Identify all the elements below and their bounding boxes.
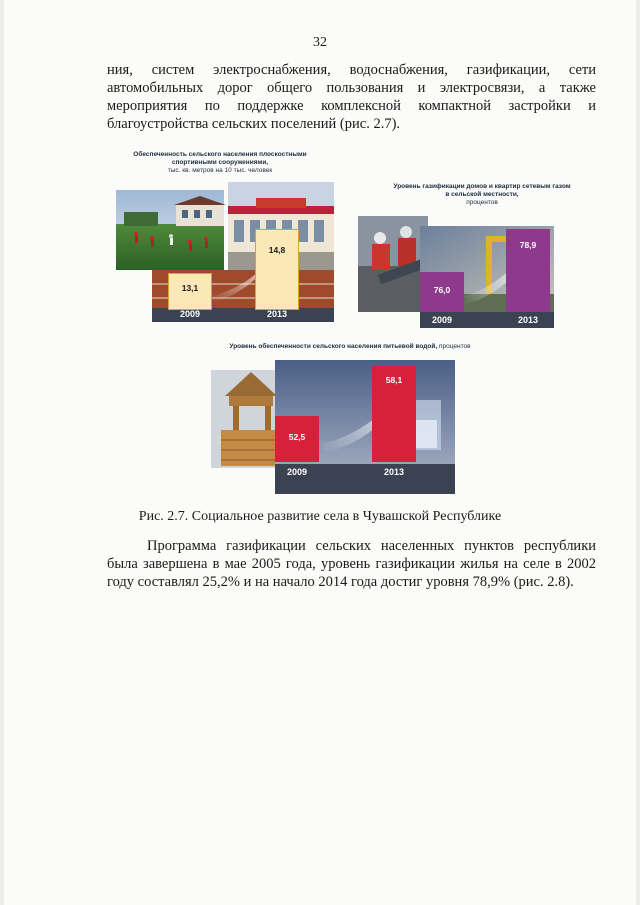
chart-3-title: Уровень обеспеченности сельского населения питьевой водой, процентов bbox=[229, 343, 471, 350]
chart-1-value-2009: 13,1 bbox=[181, 283, 199, 293]
photo-water-well bbox=[211, 370, 281, 468]
chart-2-value-2009: 76,0 bbox=[433, 285, 451, 295]
chart-1-title: Обеспеченность сельского населения плоскостными спортивными сооружениями, тыс. кв. метров на 10 тыс. человек bbox=[133, 151, 307, 174]
chart-1-year-2009: 2009 bbox=[179, 309, 201, 319]
page-number: 32 bbox=[313, 35, 327, 50]
chart-1-bar-2013 bbox=[255, 229, 299, 310]
chart-3-year-2013: 2013 bbox=[383, 467, 405, 477]
chart-3-value-2013: 58,1 bbox=[385, 375, 403, 385]
chart-2-year-2013: 2013 bbox=[517, 315, 539, 325]
paragraph-intro: ния, систем электроснабжения, водоснабжения, газификации, сети автомобильных дорог общего пользования и электросвязи, а также мероприятия по поддержке комплексной компактной застройки и благоустройства сельских поселений (рис. 2.7). bbox=[107, 62, 596, 132]
chart-2-value-2013: 78,9 bbox=[519, 240, 537, 250]
photo-football-field bbox=[116, 190, 226, 270]
chart-1-year-2013: 2013 bbox=[266, 309, 288, 319]
chart-1-sports bbox=[116, 172, 334, 322]
figure-caption: Рис. 2.7. Социальное развитие села в Чувашской Республике bbox=[138, 509, 502, 524]
photo-gas-workers bbox=[358, 216, 428, 312]
chart-1-value-2013: 14,8 bbox=[268, 245, 286, 255]
chart-2-title: Уровень газификации домов и квартир сетевым газом в сельской местности, процентов bbox=[393, 183, 571, 206]
chart-3-water bbox=[211, 360, 455, 494]
chart-3-value-2009: 52,5 bbox=[288, 432, 306, 442]
chart-3-year-2009: 2009 bbox=[286, 467, 308, 477]
paragraph-gasification: Программа газификации сельских населенных пунктов республики была завершена в мае 2005 года, уровень газификации жилья на селе в 2002 году составлял 25,2% и на начало 2014 года достиг уровня 78,9% (рис. 2.8). bbox=[107, 538, 596, 590]
chart-2-year-2009: 2009 bbox=[431, 315, 453, 325]
